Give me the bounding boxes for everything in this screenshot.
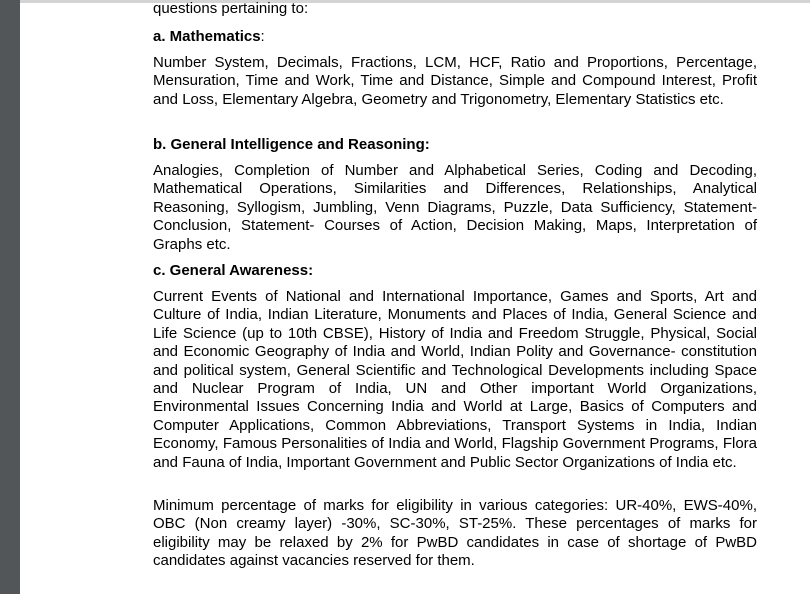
section-heading-mathematics [153,28,265,46]
section-heading-text: a. Mathematics [153,28,261,45]
section-heading-colon: : [260,28,265,45]
section-heading-reasoning: b. General Intelligence and Reasoning: [153,136,430,153]
viewer-left-gutter [0,0,20,594]
section-body-general-awareness: Current Events of National and International Importance, Games and Sports, Art and Culture of India, Indian Literature, Monuments and Places of India, General Science and Life Science (up to 10th CBSE), History of India and Freedom Struggle, Physical, Social and Economic Geography of India and World, Indian Polity and Governance- constitution and political system, General Scientific and Technological Developments including Space and Nuclear Program of India, UN and Other important World Organizations, Environmental Issues Concerning India and World at Large, Basics of Computers and Computer Applications, Common Abbreviations, Transport Systems in India, Indian Economy, Famous Personalities of India and World, Flagship Government Programs, Flora and Fauna of India, Important Government and Public Sector Organizations of India etc. [153,288,757,471]
eligibility-note: Minimum percentage of marks for eligibility in various categories: UR-40%, EWS-40%, OBC (Non creamy layer) -30%, SC-30%, ST-25%. These percentages of marks for eligibility may be relaxed by 2% for PwBD candidates in case of shortage of PwBD candidates against vacancies reserved for them. [153,497,757,570]
section-heading-general-awareness: c. General Awareness: [153,262,314,279]
intro-text: questions pertaining to: [153,0,309,17]
section-body-reasoning: Analogies, Completion of Number and Alphabetical Series, Coding and Decoding, Mathematical Operations, Similarities and Differences, Relationships, Analytical Reasoning, Syllogism, Jumbling, Venn Diagrams, Puzzle, Data Sufficiency, Statement- Conclusion, Statement- Courses of Action, Decision Making, Maps, Interpretation of Graphs etc. [153,162,757,253]
document-page [20,0,810,594]
section-body-mathematics: Number System, Decimals, Fractions, LCM, HCF, Ratio and Proportions, Percentage, Mensuration, Time and Work, Time and Distance, Simple and Compound Interest, Profit and Loss, Elementary Algebra, Geometry and Trigonometry, Elementary Statistics etc. [153,54,757,108]
page-top-edge [20,0,810,3]
